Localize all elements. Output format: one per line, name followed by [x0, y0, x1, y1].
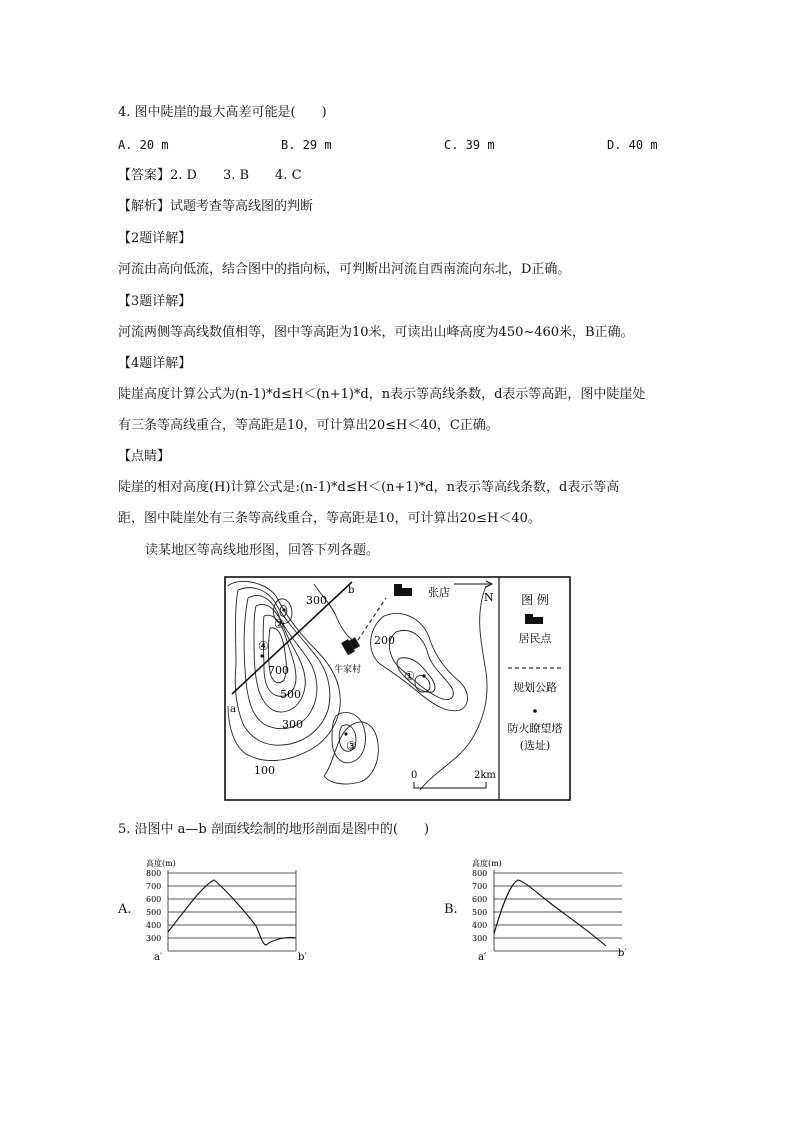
point-dot-3 — [344, 732, 347, 735]
q3-detail-heading: 【3题详解】 — [118, 294, 192, 309]
answer-line: 【答案】2. D 3. B 4. C — [118, 168, 302, 183]
profile-a-start: a′ — [154, 952, 163, 963]
tip-line2: 距，图中陡崖处有三条等高线重合，等高距是10，可计算出20≤H＜40。 — [118, 511, 541, 526]
point-label-2: ② — [274, 617, 285, 631]
profile-end-a: a — [230, 704, 236, 715]
profile-b-tick-600: 600 — [472, 895, 488, 904]
town-label-zhangdian: 张店 — [428, 586, 450, 599]
profile-b-tick-500: 500 — [472, 908, 488, 917]
profile-a-tick-300: 300 — [146, 934, 162, 943]
q2-detail-heading: 【2题详解】 — [118, 231, 192, 246]
legend-tower-sublabel: (选址) — [519, 739, 551, 752]
profile-a-curve — [168, 880, 296, 945]
profile-chart-b — [466, 856, 636, 961]
point-label-4: ④ — [258, 639, 269, 653]
contour-map — [224, 576, 572, 802]
scale-label-0: 0 — [411, 770, 418, 781]
q5-option-a-label: A. — [118, 902, 132, 917]
tip-line1: 陡崖的相对高度(H)计算公式是:(n-1)*d≤H＜(n+1)*d，n表示等高线条数，d表示等高 — [118, 480, 620, 495]
q4-option-a: A. 20 m — [118, 138, 169, 152]
q4-detail-line2: 有三条等高线重合，等高距是10，可计算出20≤H＜40，C正确。 — [118, 418, 499, 433]
q3-detail-text: 河流两侧等高线数值相等，图中等高距为10米，可读出山峰高度为450~460米，B正确。 — [118, 325, 634, 340]
tip-heading: 【点睛】 — [118, 449, 171, 464]
profile-a-tick-600: 600 — [146, 895, 162, 904]
legend-settlement-label: 居民点 — [518, 632, 552, 645]
profile-a-tick-700: 700 — [146, 882, 162, 891]
contour-label-300-north: 300 — [306, 594, 327, 607]
q2-detail-text: 河流由高向低流，结合图中的指向标，可判断出河流自西南流向东北，D正确。 — [118, 262, 571, 277]
profile-b-start: a′ — [478, 952, 487, 963]
q4-option-d: D. 40 m — [607, 138, 658, 152]
point-dot-2 — [282, 608, 285, 611]
q4-detail-heading: 【4题详解】 — [118, 356, 192, 371]
profile-a-tick-500: 500 — [146, 908, 162, 917]
profile-b-curve — [494, 880, 606, 946]
map-intro: 读某地区等高线地形图，回答下列各题。 — [145, 543, 380, 558]
point-dot-4 — [260, 654, 263, 657]
contour-label-100: 100 — [254, 764, 275, 777]
profile-b-tick-800: 800 — [472, 869, 488, 878]
profile-a-ylabel: 高度(m) — [146, 859, 176, 868]
profile-b-tick-400: 400 — [472, 921, 488, 930]
profile-a-gridlines — [168, 870, 296, 951]
scale-label-2km: 2km — [474, 770, 496, 781]
profile-b-ylabel: 高度(m) — [472, 859, 502, 868]
profile-chart-a — [140, 856, 305, 961]
q4-stem: 4. 图中陡崖的最大高差可能是( ) — [118, 105, 327, 120]
point-dot-1 — [422, 674, 425, 677]
q4-option-b: B. 29 m — [281, 138, 332, 152]
profile-a-tick-400: 400 — [146, 921, 162, 930]
north-label: N — [484, 591, 494, 604]
profile-end-b: b — [348, 585, 355, 596]
legend-title: 图 例 — [521, 593, 549, 607]
point-label-3: ③ — [346, 739, 357, 753]
q5-stem: 5. 沿图中 a—b 剖面线绘制的地形剖面是图中的( ) — [118, 822, 430, 837]
q5-option-b-label: B. — [444, 902, 458, 917]
legend-road-label: 规划公路 — [513, 681, 557, 694]
q4-option-c: C. 39 m — [444, 138, 495, 152]
contour-label-500: 500 — [280, 688, 301, 701]
profile-b-gridlines — [494, 870, 622, 951]
contour-label-700: 700 — [268, 664, 289, 677]
point-label-1: ① — [404, 669, 415, 683]
legend-tower-label: 防火瞭望塔 — [507, 722, 563, 735]
contour-label-200: 200 — [374, 634, 395, 647]
profile-a-end: b′ — [298, 952, 307, 963]
legend-tower-icon — [533, 709, 537, 713]
q4-detail-line1: 陡崖高度计算公式为(n-1)*d≤H＜(n+1)*d，n表示等高线条数，d表示等高距，图中陡崖处 — [118, 387, 646, 402]
contour-label-300-south: 300 — [282, 718, 303, 731]
analysis-line: 【解析】试题考查等高线图的判断 — [118, 199, 314, 214]
profile-b-tick-300: 300 — [472, 934, 488, 943]
profile-a-tick-800: 800 — [146, 869, 162, 878]
town-label-niujiacun: 牛家村 — [334, 665, 362, 675]
profile-b-tick-700: 700 — [472, 882, 488, 891]
profile-b-end: b′ — [618, 948, 627, 959]
